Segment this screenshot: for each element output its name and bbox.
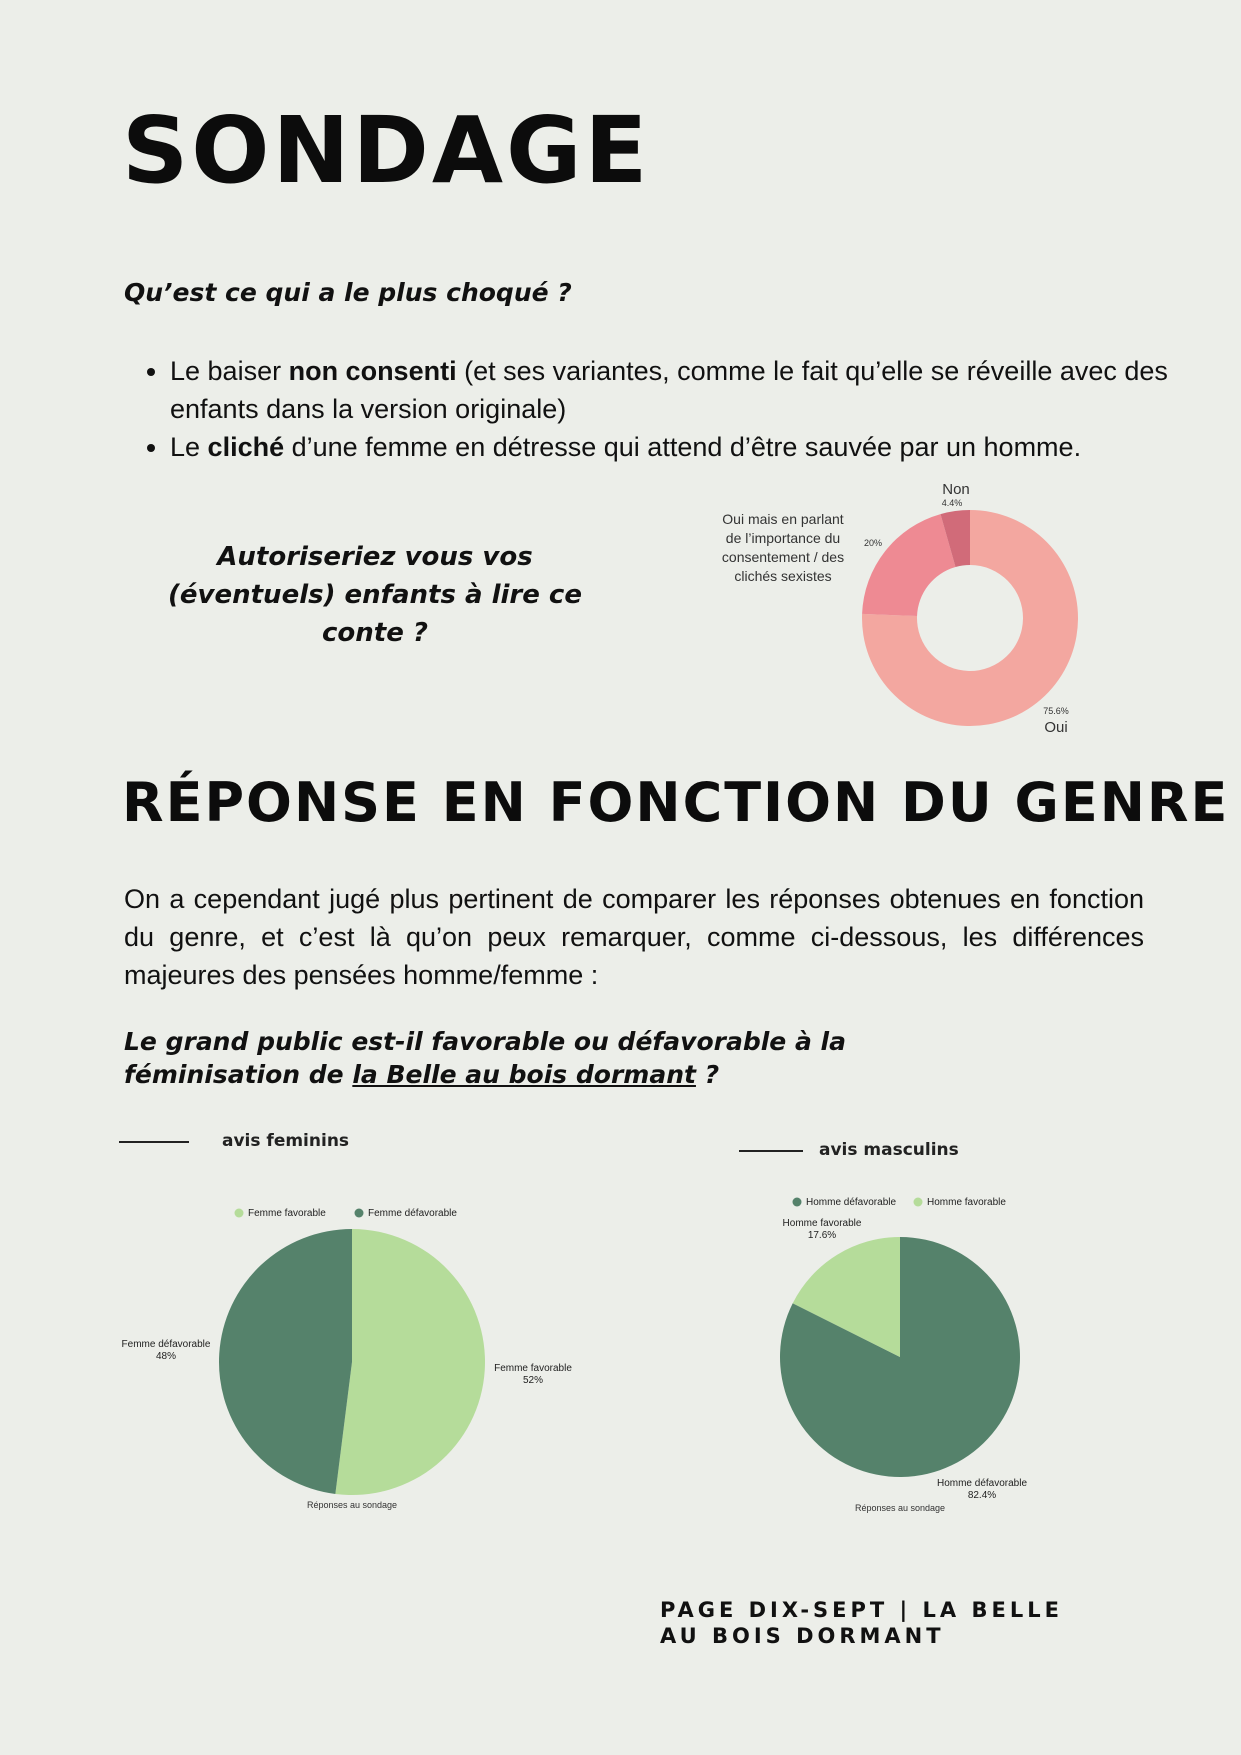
slice-value-oui-mais: 20% (863, 538, 883, 548)
x-axis-label: Réponses au sondage (854, 1503, 946, 1513)
legend-label: Femme favorable (248, 1208, 326, 1219)
shock-list (142, 352, 1170, 466)
question-feminisation: Le grand public est-il favorable ou défavorable à la féminisation de la Belle au bois dormant ? (124, 1027, 846, 1089)
slice-value-oui: 75.6% (1043, 706, 1069, 716)
slice-value: 82.4% (967, 1490, 997, 1501)
pie-slice-femme-defavorable (219, 1229, 352, 1494)
legend-title-masculins: avis masculins (819, 1140, 959, 1160)
legend-marker (355, 1209, 364, 1218)
donut-slice-oui-mais-en-parlant-de-l-impor (862, 514, 955, 616)
slice-value: 52% (522, 1375, 544, 1386)
question-choque: Qu’est ce qui a le plus choqué ? (124, 278, 572, 307)
slice-label: Homme favorable (782, 1218, 862, 1229)
slice-value: 17.6% (807, 1230, 837, 1241)
slice-label-non: Non (942, 481, 970, 498)
page-footer: PAGE DIX-SEPT | LA BELLE AU BOIS DORMANT (660, 1598, 1063, 1648)
legend-label: Homme défavorable (806, 1197, 897, 1208)
x-axis-label: Réponses au sondage (306, 1500, 398, 1510)
donut-chart-enfants (700, 475, 1100, 745)
legend-marker (793, 1198, 802, 1207)
legend-line-feminins (119, 1141, 189, 1143)
legend-title-feminins: avis feminins (222, 1131, 350, 1151)
section-title-genre: RÉPONSE EN FONCTION DU GENRE (122, 771, 1230, 834)
legend-label: Homme favorable (927, 1197, 1006, 1208)
slice-value-non: 4.4% (941, 498, 963, 508)
pie-chart-feminins (100, 1195, 600, 1520)
list-item: • Le cliché d’une femme en détresse qui attend d’être sauvée par un homme. (170, 428, 1170, 466)
intro-paragraph: On a cependant jugé plus pertinent de comparer les réponses obtenues en fonction du genre, et c’est là qu’on peux remarquer, comme ci-dessous, les différences majeures des pensées homme/femme : (124, 884, 1144, 990)
list-item: • Le baiser non consenti (et ses variantes, comme le fait qu’elle se réveille avec des enfants dans la version originale) (170, 352, 1170, 428)
legend-line-masculins (739, 1150, 803, 1152)
slice-label-oui-mais: Oui mais en parlant de l’importance du consentement / des clichés sexistes (721, 511, 845, 584)
slice-value: 48% (155, 1351, 177, 1362)
page-title: SONDAGE (122, 97, 651, 204)
pie-chart-masculins (740, 1185, 1100, 1515)
question-enfants: Autoriseriez vous vos (éventuels) enfants à lire ce conte ? (168, 542, 582, 648)
legend-marker (914, 1198, 923, 1207)
slice-label: Femme favorable (494, 1363, 572, 1374)
slice-label-oui: Oui (1044, 719, 1068, 736)
legend-marker (235, 1209, 244, 1218)
slice-label: Femme défavorable (121, 1339, 211, 1350)
pie-slice-femme-favorable (335, 1229, 485, 1495)
legend-label: Femme défavorable (368, 1208, 457, 1219)
slice-label: Homme défavorable (936, 1478, 1028, 1489)
